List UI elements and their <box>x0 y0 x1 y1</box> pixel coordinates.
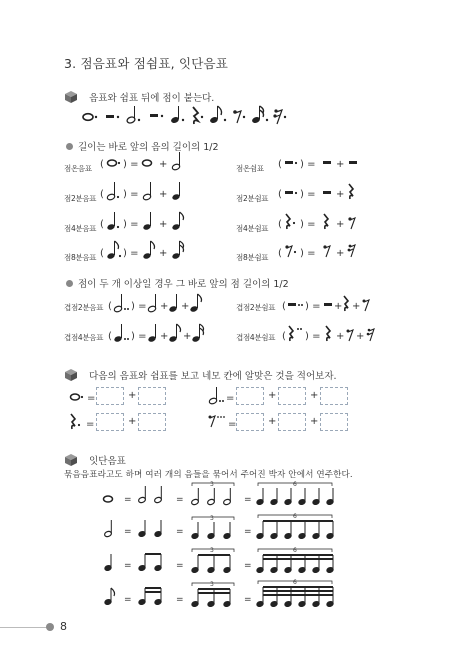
part3-rest-equations <box>282 290 382 350</box>
part2-rest-equations <box>278 148 378 270</box>
svg-text:=: = <box>176 561 184 571</box>
tuplet-number-6: 6 <box>293 547 297 554</box>
svg-text:+: + <box>159 189 168 200</box>
bullet-dot <box>66 280 73 287</box>
svg-text:=: = <box>244 561 252 571</box>
answer-box[interactable] <box>96 413 124 431</box>
svg-text:(: ( <box>108 331 112 342</box>
part3-bullet: 점이 두 개 이상일 경우 그 바로 앞의 점 길이의 1/2 <box>78 279 289 290</box>
tuplet-number-6: 6 <box>293 513 297 520</box>
svg-text:(: ( <box>282 301 286 312</box>
svg-text:(: ( <box>100 189 104 200</box>
svg-text:=: = <box>124 595 132 605</box>
svg-text:+: + <box>352 301 361 312</box>
tuplet-number-3: 3 <box>210 515 214 522</box>
answer-box[interactable] <box>138 387 166 405</box>
svg-text:=: = <box>226 393 235 404</box>
svg-text:+: + <box>336 189 345 200</box>
svg-text:+: + <box>159 159 168 170</box>
dotted-sixteenth-rest <box>273 109 286 124</box>
svg-text:=: = <box>124 561 132 571</box>
plus-sign: + <box>268 390 277 401</box>
row-label-dotted-half-rest: 점2분쉼표 <box>236 194 269 203</box>
svg-text:(: ( <box>100 159 104 170</box>
svg-text:=: = <box>244 495 252 505</box>
svg-text:(: ( <box>278 159 282 170</box>
dotted-half-note <box>126 106 140 124</box>
answer-box[interactable] <box>236 387 264 405</box>
exercise-heading-row <box>64 364 337 383</box>
svg-text:(: ( <box>100 219 104 230</box>
svg-text:) =: ) = <box>123 189 139 200</box>
svg-text:=: = <box>176 595 184 605</box>
tuplet-number-6: 6 <box>293 579 297 586</box>
svg-text:(: ( <box>108 301 112 312</box>
tuplet-heading-row <box>64 449 126 468</box>
svg-text:) =: ) = <box>131 331 147 342</box>
tuplet-number-6: 6 <box>293 481 297 488</box>
dotted-whole-note <box>83 114 97 121</box>
svg-text:+: + <box>159 219 168 230</box>
svg-text:) =: ) = <box>300 159 316 170</box>
section-title: 3. 점음표와 점쉼표, 잇단음표 <box>64 56 229 71</box>
dotted-quarter-note <box>170 106 184 124</box>
plus-sign: + <box>128 416 137 427</box>
part3-bullet-row <box>66 276 289 290</box>
dotted-symbols-row <box>80 104 310 126</box>
answer-box[interactable] <box>320 387 348 405</box>
svg-text:) =: ) = <box>123 248 139 259</box>
answer-box[interactable] <box>278 413 306 431</box>
svg-text:=: = <box>124 495 132 505</box>
row-label-dotted-eighth-note: 점8분음표 <box>64 253 97 262</box>
svg-text:+: + <box>181 301 190 312</box>
svg-text:+: + <box>159 248 168 259</box>
svg-text:+: + <box>160 331 169 342</box>
svg-text:) =: ) = <box>305 301 321 312</box>
tuplet-heading: 잇단음표 <box>89 456 126 467</box>
part1-heading-row <box>64 86 214 105</box>
dotted-sixteenth-note <box>251 106 268 124</box>
row-label-dotted-whole-note: 점온음표 <box>64 164 92 173</box>
svg-text:(: ( <box>278 248 282 259</box>
svg-text:=: = <box>244 527 252 537</box>
dotted-quarter-rest <box>193 107 203 124</box>
bullet-dot <box>66 143 73 150</box>
svg-text:=: = <box>244 595 252 605</box>
part2-bullet: 길이는 바로 앞의 음의 길이의 1/2 <box>78 142 219 153</box>
answer-box[interactable] <box>278 387 306 405</box>
svg-text:=: = <box>124 527 132 537</box>
dotted-whole-rest <box>106 115 119 118</box>
plus-sign: + <box>268 416 277 427</box>
svg-text:+: + <box>334 301 343 312</box>
row-label-dotted-quarter-rest: 점4분쉼표 <box>236 224 269 233</box>
tuplet-number-3: 3 <box>210 547 214 554</box>
svg-text:) =: ) = <box>123 219 139 230</box>
dotted-half-rest <box>150 114 163 117</box>
svg-text:) =: ) = <box>305 331 321 342</box>
tuplet-description: 묶음음표라고도 하며 여러 개의 음들을 묶어서 주어진 박자 안에서 연주한다. <box>64 470 353 480</box>
svg-text:=: = <box>87 393 96 404</box>
answer-box[interactable] <box>320 413 348 431</box>
row-label-dotted-quarter-note: 점4분음표 <box>64 224 97 233</box>
svg-text:=: = <box>86 419 95 430</box>
dotted-eighth-note <box>209 106 226 124</box>
answer-box[interactable] <box>96 387 124 405</box>
page-marker-dot <box>46 623 54 631</box>
row-label-dotted-eighth-rest: 점8분쉼표 <box>236 253 269 262</box>
dotted-eighth-rest <box>233 110 245 123</box>
svg-text:(: ( <box>100 248 104 259</box>
svg-text:+: + <box>336 219 345 230</box>
footer-rule <box>0 627 50 628</box>
part3-note-equations <box>108 290 228 350</box>
row-label-double-dotted-quarter-rest: 겹점4분쉼표 <box>236 333 276 342</box>
svg-text:+: + <box>356 331 365 342</box>
svg-text:+: + <box>160 301 169 312</box>
svg-text:(: ( <box>278 189 282 200</box>
part1-heading: 음표와 쉼표 뒤에 점이 붙는다. <box>89 93 215 104</box>
svg-text:(: ( <box>282 331 286 342</box>
svg-text:+: + <box>336 331 345 342</box>
cube-icon <box>64 90 78 104</box>
page-number: 8 <box>60 620 67 633</box>
answer-box[interactable] <box>138 413 166 431</box>
tuplet-examples <box>100 480 340 615</box>
plus-sign: + <box>310 416 319 427</box>
exercise-heading: 다음의 음표와 쉼표를 보고 네모 칸에 알맞은 것을 적어보자. <box>89 371 337 382</box>
svg-text:(: ( <box>278 219 282 230</box>
row-label-double-dotted-half-rest: 겹점2분쉼표 <box>236 303 276 312</box>
svg-text:) =: ) = <box>300 189 316 200</box>
svg-text:=: = <box>176 495 184 505</box>
row-label-double-dotted-half-note: 겹점2분음표 <box>64 303 104 312</box>
svg-text:) =: ) = <box>123 159 139 170</box>
svg-text:=: = <box>228 419 237 430</box>
svg-text:+: + <box>336 248 345 259</box>
part2-note-equations <box>100 148 210 270</box>
tuplet-number-3: 3 <box>210 581 214 588</box>
svg-text:) =: ) = <box>131 301 147 312</box>
cube-icon <box>64 368 78 382</box>
svg-text:=: = <box>176 527 184 537</box>
row-label-dotted-whole-rest: 점온쉼표 <box>236 164 264 173</box>
row-label-dotted-half-note: 점2분음표 <box>64 194 97 203</box>
tuplet-number-3: 3 <box>210 481 214 488</box>
svg-text:+: + <box>336 159 345 170</box>
svg-text:+: + <box>183 331 192 342</box>
answer-box[interactable] <box>236 413 264 431</box>
plus-sign: + <box>310 390 319 401</box>
cube-icon <box>64 453 78 467</box>
svg-text:) =: ) = <box>300 219 316 230</box>
row-label-double-dotted-quarter-note: 겹점4분음표 <box>64 333 104 342</box>
svg-text:) =: ) = <box>300 248 316 259</box>
plus-sign: + <box>128 390 137 401</box>
